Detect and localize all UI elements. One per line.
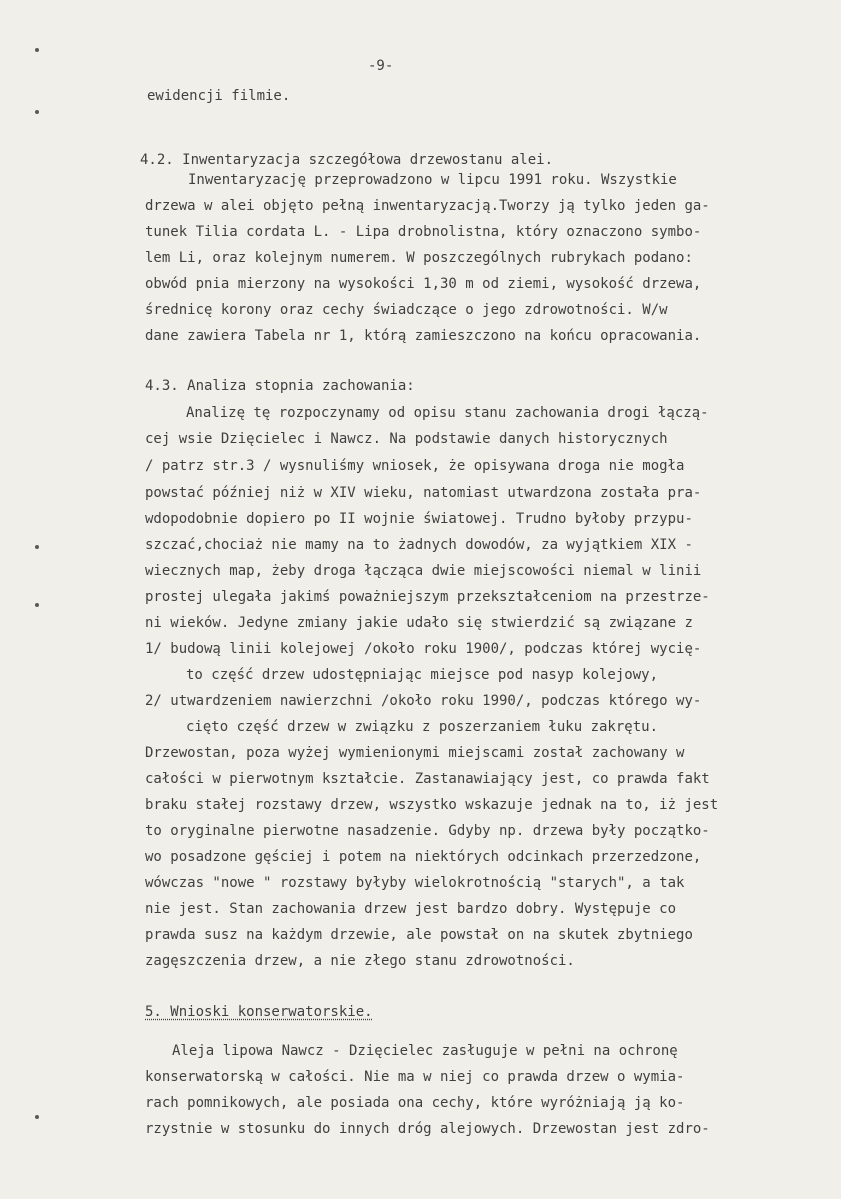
text-line: średnicę korony oraz cechy świadczące o jego zdrowotności. W/w <box>145 302 668 318</box>
text-line: całości w pierwotnym kształcie. Zastanawiający jest, co prawda fakt <box>145 771 710 787</box>
text-line: obwód pnia mierzony na wysokości 1,30 m od ziemi, wysokość drzewa, <box>145 276 702 292</box>
text-line: rzystnie w stosunku do innych dróg alejowych. Drzewostan jest zdro- <box>145 1121 710 1137</box>
text-line: wiecznych map, żeby droga łącząca dwie miejscowości niemal w linii <box>145 563 702 579</box>
section-heading: 5. Wnioski konserwatorskie. <box>145 1004 373 1020</box>
punch-hole-mark <box>35 545 39 549</box>
text-line: ewidencji filmie. <box>147 88 291 104</box>
text-line: Drzewostan, poza wyżej wymienionymi miejscami został zachowany w <box>145 745 685 761</box>
text-line: drzewa w alei objęto pełną inwentaryzacją.Tworzy ją tylko jeden ga- <box>145 198 710 214</box>
text-line: dane zawiera Tabela nr 1, którą zamieszczono na końcu opracowania. <box>145 328 702 344</box>
punch-hole-mark <box>35 1115 39 1119</box>
text-line: cięto część drzew w związku z poszerzaniem łuku zakrętu. <box>186 719 659 735</box>
text-line: wo posadzone gęściej i potem na niektórych odcinkach przerzedzone, <box>145 849 702 865</box>
text-line: prostej ulegała jakimś poważniejszym przekształceniom na przestrze- <box>145 589 710 605</box>
text-line: Inwentaryzację przeprowadzono w lipcu 1991 roku. Wszystkie <box>188 172 677 188</box>
text-line: prawda susz na każdym drzewie, ale powstał on na skutek zbytniego <box>145 927 693 943</box>
text-line: powstać później niż w XIV wieku, natomiast utwardzona została pra- <box>145 485 702 501</box>
text-line: Analizę tę rozpoczynamy od opisu stanu zachowania drogi łączą- <box>186 405 709 421</box>
text-line: / patrz str.3 / wysnuliśmy wniosek, że opisywana droga nie mogła <box>145 458 685 474</box>
page-number: -9- <box>368 58 394 74</box>
text-line: lem Li, oraz kolejnym numerem. W poszczególnych rubrykach podano: <box>145 250 693 266</box>
text-line: to oryginalne pierwotne nasadzenie. Gdyby np. drzewa były początko- <box>145 823 710 839</box>
section-heading: 4.2. Inwentaryzacja szczegółowa drzewostanu alei. <box>140 152 554 168</box>
text-line: cej wsie Dzięcielec i Nawcz. Na podstawie danych historycznych <box>145 431 668 447</box>
text-line: braku stałej rozstawy drzew, wszystko wskazuje jednak na to, iż jest <box>145 797 719 813</box>
text-line: 2/ utwardzeniem nawierzchni /około roku 1990/, podczas którego wy- <box>145 693 702 709</box>
text-line: wdopodobnie dopiero po II wojnie światowej. Trudno byłoby przypu- <box>145 511 693 527</box>
text-line: szczać,chociaż nie mamy na to żadnych dowodów, za wyjątkiem XIX - <box>145 537 693 553</box>
text-line: rach pomnikowych, ale posiada ona cechy, które wyróżniają ją ko- <box>145 1095 685 1111</box>
text-line: konserwatorską w całości. Nie ma w niej co prawda drzew o wymia- <box>145 1069 685 1085</box>
punch-hole-mark <box>35 603 39 607</box>
punch-hole-mark <box>35 48 39 52</box>
text-line: wówczas "nowe " rozstawy byłyby wielokrotnością "starych", a tak <box>145 875 685 891</box>
text-line: tunek Tilia cordata L. - Lipa drobnolistna, który oznaczono symbo- <box>145 224 702 240</box>
text-line: to część drzew udostępniając miejsce pod nasyp kolejowy, <box>186 667 659 683</box>
text-line: Aleja lipowa Nawcz - Dzięcielec zasługuje w pełni na ochronę <box>172 1043 678 1059</box>
punch-hole-mark <box>35 110 39 114</box>
text-line: ni wieków. Jedyne zmiany jakie udało się stwierdzić są związane z <box>145 615 693 631</box>
text-line: nie jest. Stan zachowania drzew jest bardzo dobry. Występuje co <box>145 901 677 917</box>
section-heading: 4.3. Analiza stopnia zachowania: <box>145 378 415 394</box>
text-line: zagęszczenia drzew, a nie złego stanu zdrowotności. <box>145 953 575 969</box>
text-line: 1/ budową linii kolejowej /około roku 1900/, podczas której wycię- <box>145 641 702 657</box>
